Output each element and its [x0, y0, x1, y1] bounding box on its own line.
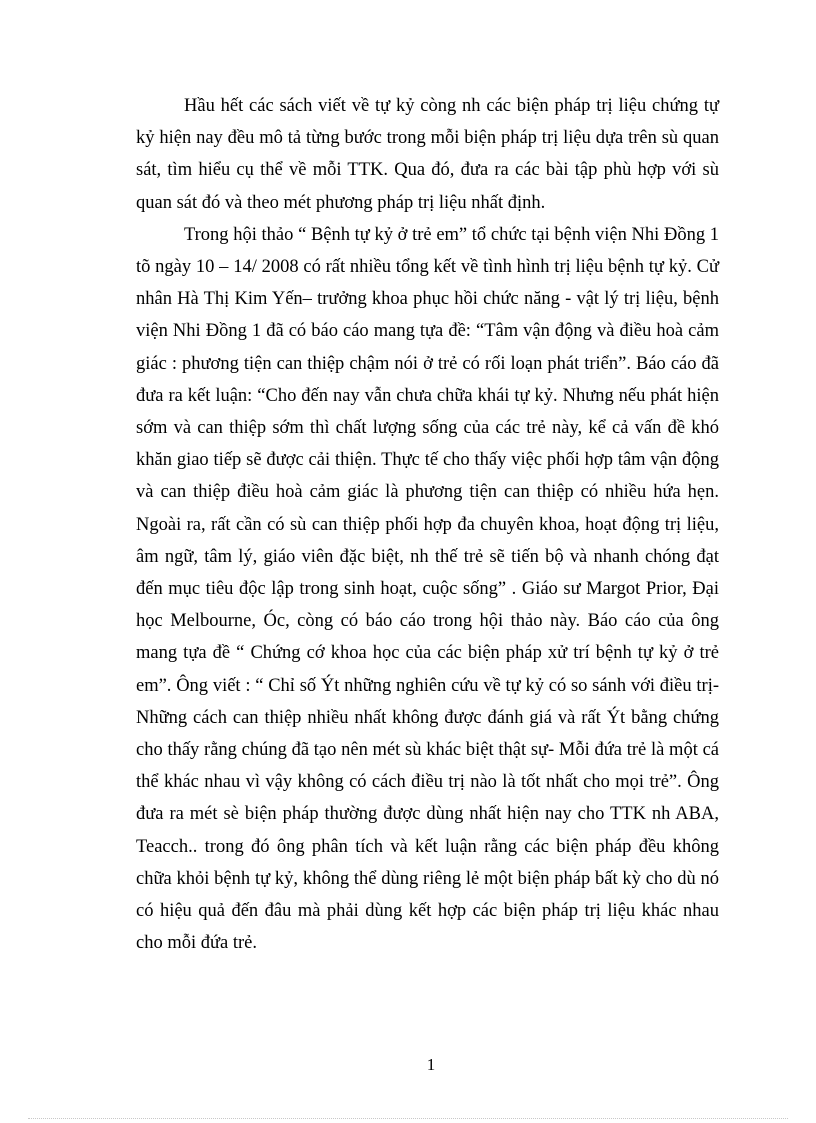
paragraph-1: Hầu hết các sách viết về tự kỷ còng nh các biện pháp trị liệu chứng tự kỷ hiện nay đều mô tả từng bước trong mỗi biện pháp trị liệu dựa trên sù quan sát, tìm hiểu cụ thể về mỗi TTK. Qua đó, đưa ra các bài tập phù hợp với sù quan sát đó và theo mét phương pháp trị liệu nhất định.	[136, 96, 719, 213]
page-number: 1	[426, 1055, 436, 1074]
page-border-divider	[28, 1118, 788, 1119]
document-body	[136, 90, 719, 959]
paragraph-2: Trong hội thảo “ Bệnh tự kỷ ở trẻ em” tổ chức tại bệnh viện Nhi Đồng 1 tõ ngày 10 – 14/ 2008 có rất nhiều tổng kết về tình hình trị liệu bệnh tự kỷ. Cử nhân Hà Thị Kim Yến– trưởng khoa phục hồi chức năng - vật lý trị liệu, bệnh viện Nhi Đồng 1 đã có báo cáo mang tựa đề: “Tâm vận động và điều hoà cảm giác : phương tiện can thiệp chậm nói ở trẻ có rối loạn phát triển”. Báo cáo đã đưa ra kết luận: “Cho đến nay vẫn chưa chữa khái tự kỷ. Nhưng nếu phát hiện sớm và can thiệp sớm thì chất lượng sống của các trẻ này, kể cả vấn đề khó khăn giao tiếp sẽ được cải thiện. Thực tế cho thấy việc phối hợp tâm vận động và can thiệp điều hoà cảm giác là phương tiện can thiệp có nhiều hứa hẹn. Ngoài ra, rất cần có sù can thiệp phối hợp đa chuyên khoa, hoạt động trị liệu, âm ngữ, tâm lý, giáo viên đặc biệt, nh thế trẻ sẽ tiến bộ và nhanh chóng đạt đến mục tiêu độc lập trong sinh hoạt, cuộc sống” . Giáo sư Margot Prior, Đại học Melbourne, Óc, còng có báo cáo trong hội thảo này. Báo cáo của ông mang tựa đề “ Chứng cớ khoa học của các biện pháp xử trí bệnh tự kỷ ở trẻ em”. Ông viết : “ Chỉ số Ýt những nghiên cứu về tự kỷ có so sánh với điều trị- Những cách can thiệp nhiều nhất không được đánh giá và rất Ýt bằng chứng cho thấy rằng chúng đã tạo nên mét sù khác biệt thật sự- Mỗi đứa trẻ là một cá thể khác nhau vì vậy không có cách điều trị nào là tốt nhất cho mọi trẻ”. Ông đưa ra mét sè biện pháp thường được dùng nhất hiện nay cho TTK nh ABA, Teacch.. trong đó ông phân tích và kết luận rằng các biện pháp đều không chữa khỏi bệnh tự kỷ, không thể dùng riêng lẻ một biện pháp bất kỳ cho dù nó có hiệu quả đến đâu mà phải dùng kết hợp các biện pháp trị liệu khác nhau cho mỗi đứa trẻ.	[136, 224, 719, 954]
